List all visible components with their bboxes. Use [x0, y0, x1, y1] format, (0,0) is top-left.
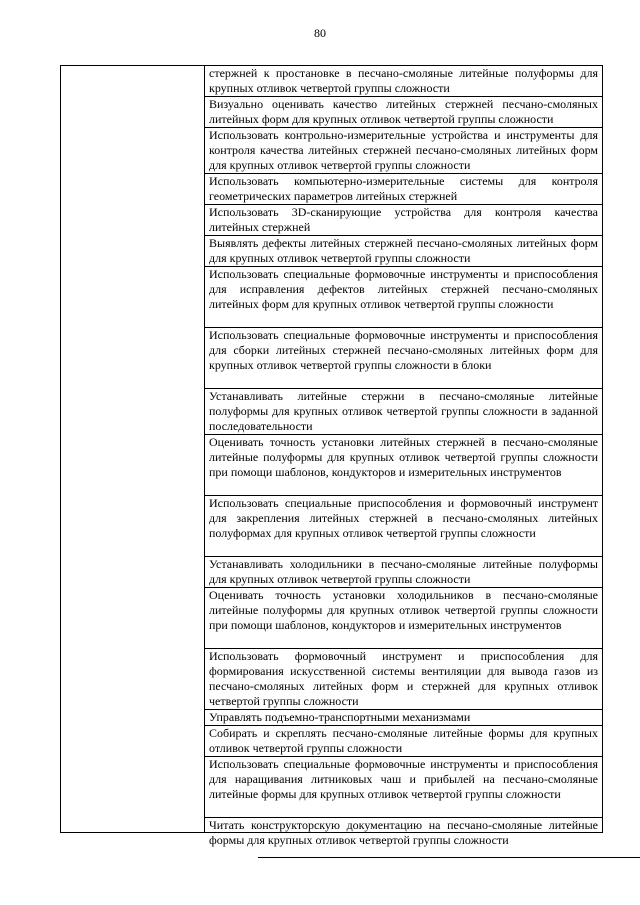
- table-row: Устанавливать холодильники в песчано-смоляные литейные полуформы для крупных отливок четвертой группы сложности: [205, 557, 602, 588]
- table-row: Выявлять дефекты литейных стержней песчано-смоляных литейных форм для крупных отливок четвертой группы сложности: [205, 236, 602, 267]
- table-row: Использовать специальные формовочные инструменты и приспособления для наращивания литниковых чаш и прибылей на песчано-смоляные литейные формы для крупных отливок четвертой группы сложности: [205, 757, 602, 818]
- table-row: Оценивать точность установки холодильников в песчано-смоляные литейные полуформы для крупных отливок четвертой группы сложности при помощи шаблонов, кондукторов и измерительных инструментов: [205, 588, 602, 649]
- table-right-column: [205, 66, 602, 847]
- table-row: Использовать 3D-сканирующие устройства для контроля качества литейных стержней: [205, 205, 602, 236]
- table-row: Устанавливать литейные стержни в песчано-смоляные литейные полуформы для крупных отливок четвертой группы сложности в заданной последовательности: [205, 389, 602, 435]
- skills-table: [60, 65, 603, 847]
- table-row: Оценивать точность установки литейных стержней в песчано-смоляные литейные полуформы для крупных отливок четвертой группы сложности при помощи шаблонов, кондукторов и измерительных инструментов: [205, 435, 602, 496]
- table-left-column: [61, 66, 205, 832]
- table-row: Собирать и скреплять песчано-смоляные литейные формы для крупных отливок четвертой группы сложности: [205, 726, 602, 757]
- table-row: Использовать специальные формовочные инструменты и приспособления для исправления дефектов литейных стержней песчано-смоляных литейных форм для крупных отливок четвертой группы сложности: [205, 267, 602, 328]
- table-row: Управлять подъемно-транспортными механизмами: [205, 710, 602, 726]
- table-row: Визуально оценивать качество литейных стержней песчано-смоляных литейных форм для крупных отливок четвертой группы сложности: [205, 97, 602, 128]
- table-row: Использовать компьютерно-измерительные системы для контроля геометрических параметров литейных стержней: [205, 174, 602, 205]
- table-row: Использовать специальные приспособления и формовочный инструмент для закрепления литейных стержней в песчано-смоляных литейных полуформах для крупных отливок четвертой группы сложности: [205, 496, 602, 557]
- table-row: Читать конструкторскую документацию на песчано-смоляные литейные формы для крупных отливок четвертой группы сложности: [209, 818, 598, 847]
- table-row: Использовать формовочный инструмент и приспособления для формирования искусственной системы вентиляции для вывода газов из песчано-смоляных литейных форм и стержней для крупных отливок четвертой группы сложности: [205, 649, 602, 710]
- table-row: Использовать контрольно-измерительные устройства и инструменты для контроля качества литейных стержней песчано-смоляных литейных форм для крупных отливок четвертой группы сложности: [205, 128, 602, 174]
- page-number: 80: [314, 26, 326, 40]
- table-row: стержней к простановке в песчано-смоляные литейные полуформы для крупных отливок четвертой группы сложности: [205, 66, 602, 97]
- table-row: Использовать специальные формовочные инструменты и приспособления для сборки литейных стержней песчано-смоляных литейных форм для крупных отливок четвертой группы сложности в блоки: [205, 328, 602, 389]
- page-bottom-rule: [258, 857, 640, 858]
